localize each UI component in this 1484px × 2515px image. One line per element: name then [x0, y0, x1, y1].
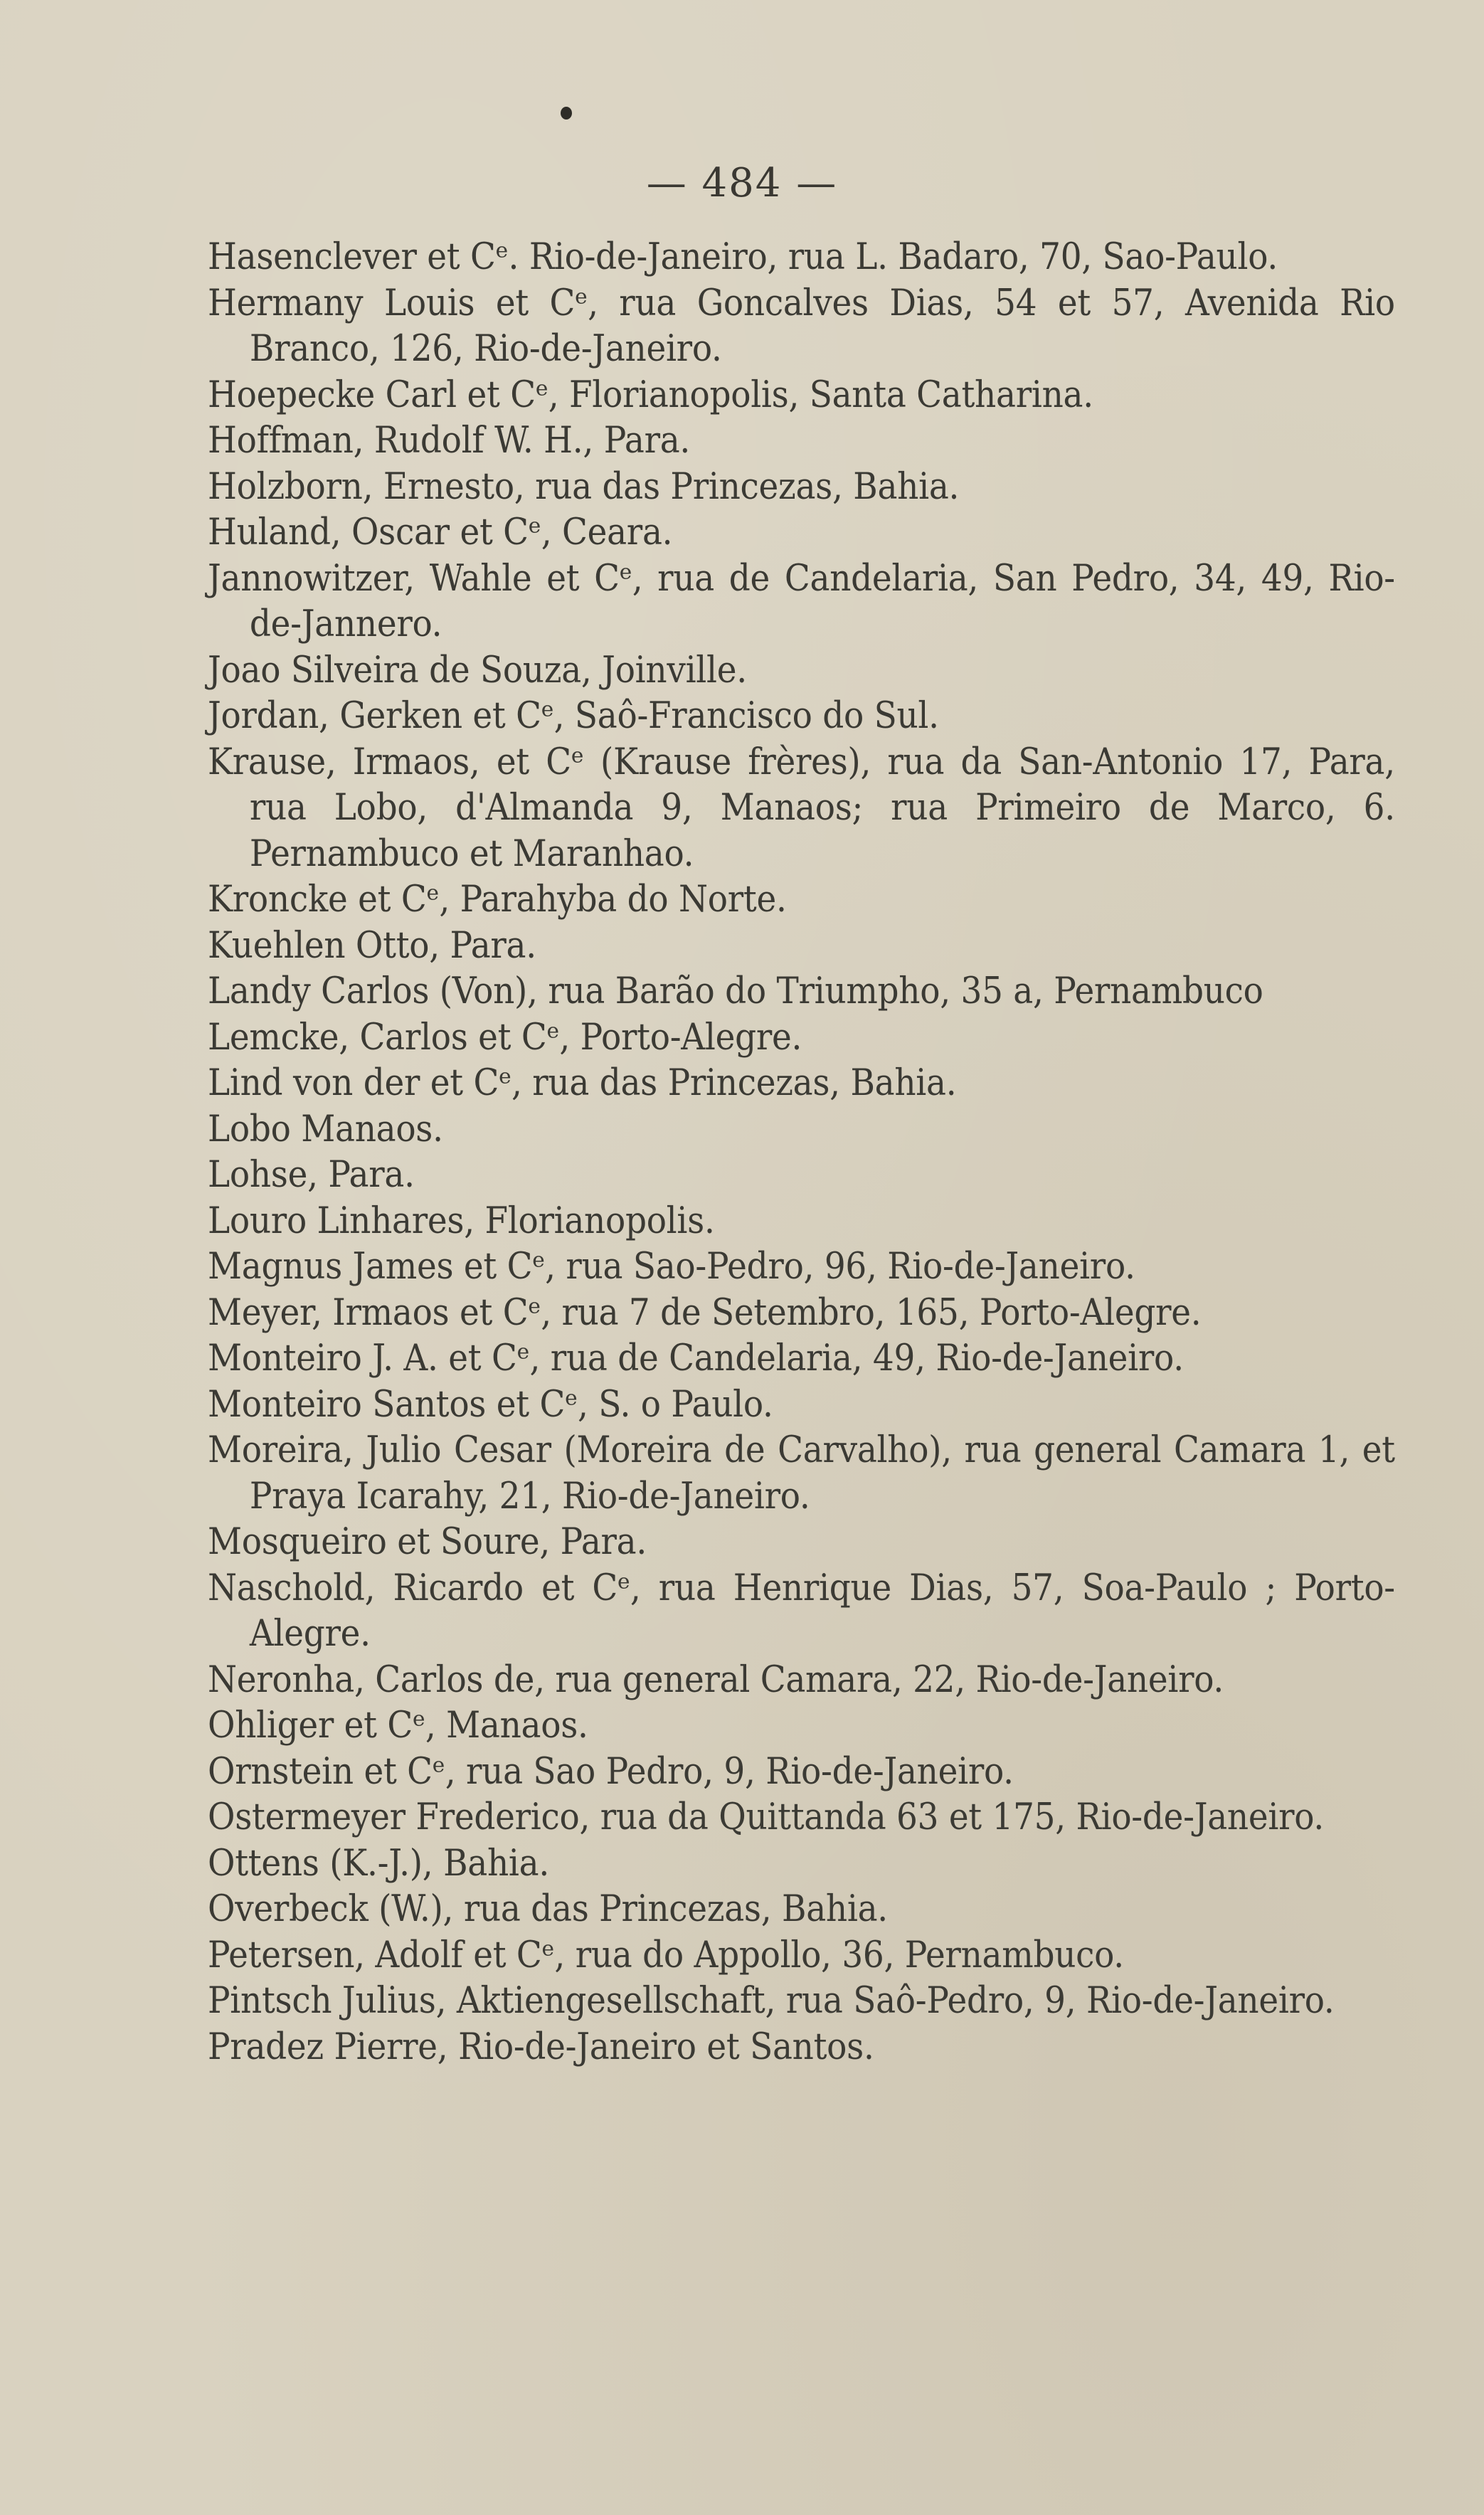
list-item: Ornstein et Cᵉ, rua Sao Pedro, 9, Rio-de-Janeiro. — [208, 1750, 1014, 1793]
list-item: Mosqueiro et Soure, Para. — [208, 1521, 647, 1563]
list-item: Lohse, Para. — [208, 1154, 415, 1196]
list-item: Neronha, Carlos de, rua general Camara, 22, Rio-de-Janeiro. — [208, 1658, 1224, 1701]
list-item: Petersen, Adolf et Cᵉ, rua do Appollo, 36, Pernambuco. — [208, 1934, 1124, 1976]
list-item: Kuehlen Otto, Para. — [208, 924, 536, 967]
list-item: Lemcke, Carlos et Cᵉ, Porto-Alegre. — [208, 1016, 802, 1059]
list-item: Holzborn, Ernesto, rua das Princezas, Bahia. — [208, 465, 960, 508]
list-item: Huland, Oscar et Cᵉ, Ceara. — [208, 512, 673, 554]
list-item: Ottens (K.-J.), Bahia. — [208, 1842, 549, 1885]
list-item: Krause, Irmaos, et Cᵉ (Krause frères), rua da San-Antonio 17, Para, rua Lobo, d'Almanda 9, Manaos; rua Primeiro de Marco, 6. Pernambuco et Maranhao. — [208, 741, 1395, 875]
list-item: Hoepecke Carl et Cᵉ, Florianopolis, Santa Catharina. — [208, 374, 1093, 416]
list-item: Hoffman, Rudolf W. H., Para. — [208, 420, 691, 462]
ink-spot — [561, 107, 572, 120]
directory-list — [208, 235, 1395, 2070]
list-item: Naschold, Ricardo et Cᵉ, rua Henrique Dias, 57, Soa-Paulo ; Porto-Alegre. — [208, 1567, 1395, 1655]
list-item: Ohliger et Cᵉ, Manaos. — [208, 1705, 588, 1747]
list-item: Joao Silveira de Souza, Joinville. — [208, 649, 747, 692]
list-item: Jannowitzer, Wahle et Cᵉ, rua de Candelaria, San Pedro, 34, 49, Rio-de-Jannero. — [208, 557, 1395, 645]
list-item: Hasenclever et Cᵉ. Rio-de-Janeiro, rua L. Badaro, 70, Sao-Paulo. — [208, 236, 1278, 278]
list-item: Monteiro J. A. et Cᵉ, rua de Candelaria, 49, Rio-de-Janeiro. — [208, 1338, 1184, 1380]
page-number: — 484 — — [646, 160, 838, 206]
list-item: Overbeck (W.), rua das Princezas, Bahia. — [208, 1888, 888, 1930]
list-item: Jordan, Gerken et Cᵉ, Saô-Francisco do Sul. — [208, 695, 939, 737]
list-item: Pradez Pierre, Rio-de-Janeiro et Santos. — [208, 2026, 874, 2068]
list-item: Ostermeyer Frederico, rua da Quittanda 63 et 175, Rio-de-Janeiro. — [208, 1796, 1325, 1838]
list-item: Moreira, Julio Cesar (Moreira de Carvalho), rua general Camara 1, et Praya Icarahy, 21, Rio-de-Janeiro. — [208, 1429, 1395, 1518]
list-item: Louro Linhares, Florianopolis. — [208, 1200, 715, 1242]
list-item: Monteiro Santos et Cᵉ, S. o Paulo. — [208, 1383, 773, 1426]
list-item: Lobo Manaos. — [208, 1108, 443, 1150]
list-item: Magnus James et Cᵉ, rua Sao-Pedro, 96, Rio-de-Janeiro. — [208, 1246, 1135, 1288]
list-item: Lind von der et Cᵉ, rua das Princezas, Bahia. — [208, 1062, 957, 1104]
list-item: Hermany Louis et Cᵉ, rua Goncalves Dias, 54 et 57, Avenida Rio Branco, 126, Rio-de-Janeiro. — [208, 282, 1395, 370]
list-item: Pintsch Julius, Aktiengesellschaft, rua Saô-Pedro, 9, Rio-de-Janeiro. — [208, 1980, 1335, 2022]
list-item: Landy Carlos (Von), rua Barão do Triumpho, 35 a, Pernambuco — [208, 970, 1263, 1012]
list-item: Kroncke et Cᵉ, Parahyba do Norte. — [208, 879, 787, 921]
list-item: Meyer, Irmaos et Cᵉ, rua 7 de Setembro, 165, Porto-Alegre. — [208, 1291, 1202, 1334]
